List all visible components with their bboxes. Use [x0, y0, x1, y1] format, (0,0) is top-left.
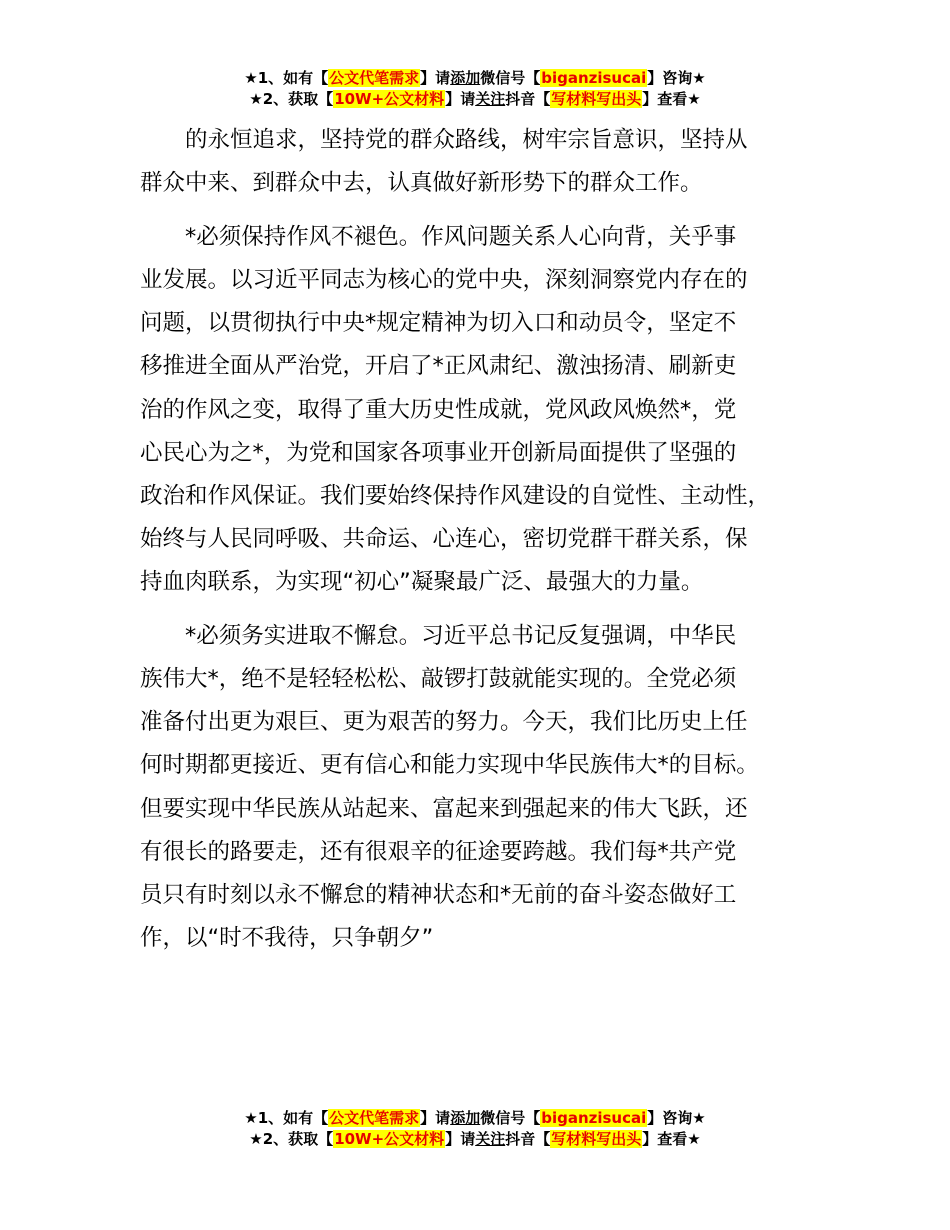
header-line-2 [0, 89, 950, 110]
paragraph-1 [140, 119, 830, 205]
footer-line-1-mid2: 微信号【 [480, 1109, 541, 1127]
footer-line-2-highlight-materials: 10W+公文材料 [334, 1130, 445, 1148]
paragraph-3 [140, 615, 830, 961]
header-line-1-highlight-wechat: biganzisucai [541, 69, 647, 87]
paragraph-line: 业发展。以习近平同志为核心的党中央，深刻洞察党内存在的 [140, 266, 748, 293]
paragraph-line: 准备付出更为艰巨、更为艰苦的努力。今天，我们比历史上任 [140, 709, 748, 736]
paragraph-line: 族伟大*，绝不是轻轻松松、敲锣打鼓就能实现的。全党必须 [140, 666, 737, 693]
footer-line-1-highlight-service: 公文代笔需求 [329, 1109, 420, 1127]
paragraph-line: 始终与人民同呼吸、共命运、心连心，密切党群干群关系，保 [140, 526, 748, 553]
paragraph-line: 政治和作风保证。我们要始终保持作风建设的自觉性、主动性， [140, 482, 771, 509]
footer-line-2-highlight-douyin: 写材料写出头 [551, 1130, 642, 1148]
header-line-1-mid2: 微信号【 [480, 69, 541, 87]
header-line-1-suffix: 】咨询★ [647, 69, 706, 87]
paragraph-line: *必须务实进取不懈怠。习近平总书记反复强调，中华民 [185, 622, 737, 649]
header-line-2-underline: 关注 [475, 90, 506, 108]
paragraph-line: 何时期都更接近、更有信心和能力实现中华民族伟大*的目标。 [140, 752, 759, 779]
footer-line-2-mid2: 抖音【 [505, 1130, 551, 1148]
header-banner [0, 68, 950, 110]
footer-line-1-highlight-wechat: biganzisucai [541, 1109, 647, 1127]
header-line-1 [0, 68, 950, 89]
footer-banner [0, 1108, 950, 1150]
paragraph-line: 心民心为之*，为党和国家各项事业开创新局面提供了坚强的 [140, 439, 737, 466]
paragraph-line: 作，以“时不我待，只争朝夕” [140, 925, 434, 952]
paragraph-line: 但要实现中华民族从站起来、富起来到强起来的伟大飞跃，还 [140, 795, 748, 822]
header-line-2-mid2: 抖音【 [505, 90, 551, 108]
paragraph-line: 员只有时刻以永不懈怠的精神状态和*无前的奋斗姿态做好工 [140, 882, 737, 909]
header-line-2-highlight-douyin: 写材料写出头 [551, 90, 642, 108]
footer-line-1-suffix: 】咨询★ [647, 1109, 706, 1127]
header-line-2-prefix: ★2、获取【 [249, 90, 334, 108]
paragraph-line: 有很长的路要走，还有很艰辛的征途要跨越。我们每*共产党 [140, 838, 737, 865]
header-line-2-mid: 】请 [445, 90, 476, 108]
paragraph-line: *必须保持作风不褪色。作风问题关系人心向背，关乎事 [185, 223, 737, 250]
header-line-2-highlight-materials: 10W+公文材料 [334, 90, 445, 108]
footer-line-2-prefix: ★2、获取【 [249, 1130, 334, 1148]
header-line-1-mid: 】请 [420, 69, 451, 87]
footer-line-2-underline: 关注 [475, 1130, 506, 1148]
footer-line-2-mid: 】请 [445, 1130, 476, 1148]
footer-line-1-prefix: ★1、如有【 [244, 1109, 329, 1127]
footer-line-1-underline: 添加 [450, 1109, 481, 1127]
paragraph-line: 群众中来、到群众中去，认真做好新形势下的群众工作。 [140, 170, 703, 197]
header-line-1-highlight-service: 公文代笔需求 [329, 69, 420, 87]
paragraph-line: 持血肉联系，为实现“初心”凝聚最广泛、最强大的力量。 [140, 569, 704, 596]
paragraph-line: 治的作风之变，取得了重大历史性成就，党风政风焕然*，党 [140, 396, 737, 423]
paragraph-line: 的永恒追求，坚持党的群众路线，树牢宗旨意识，坚持从 [185, 127, 748, 153]
header-line-1-underline: 添加 [450, 69, 481, 87]
document-body [140, 119, 830, 971]
header-line-2-suffix: 】查看★ [642, 90, 701, 108]
footer-line-2-suffix: 】查看★ [642, 1130, 701, 1148]
header-line-1-prefix: ★1、如有【 [244, 69, 329, 87]
footer-line-1-mid: 】请 [420, 1109, 451, 1127]
paragraph-line: 问题，以贯彻执行中央*规定精神为切入口和动员令，坚定不 [140, 310, 737, 337]
footer-line-2 [0, 1129, 950, 1150]
paragraph-line: 移推进全面从严治党，开启了*正风肃纪、激浊扬清、刷新吏 [140, 353, 737, 380]
footer-line-1 [0, 1108, 950, 1129]
paragraph-2 [140, 216, 830, 605]
